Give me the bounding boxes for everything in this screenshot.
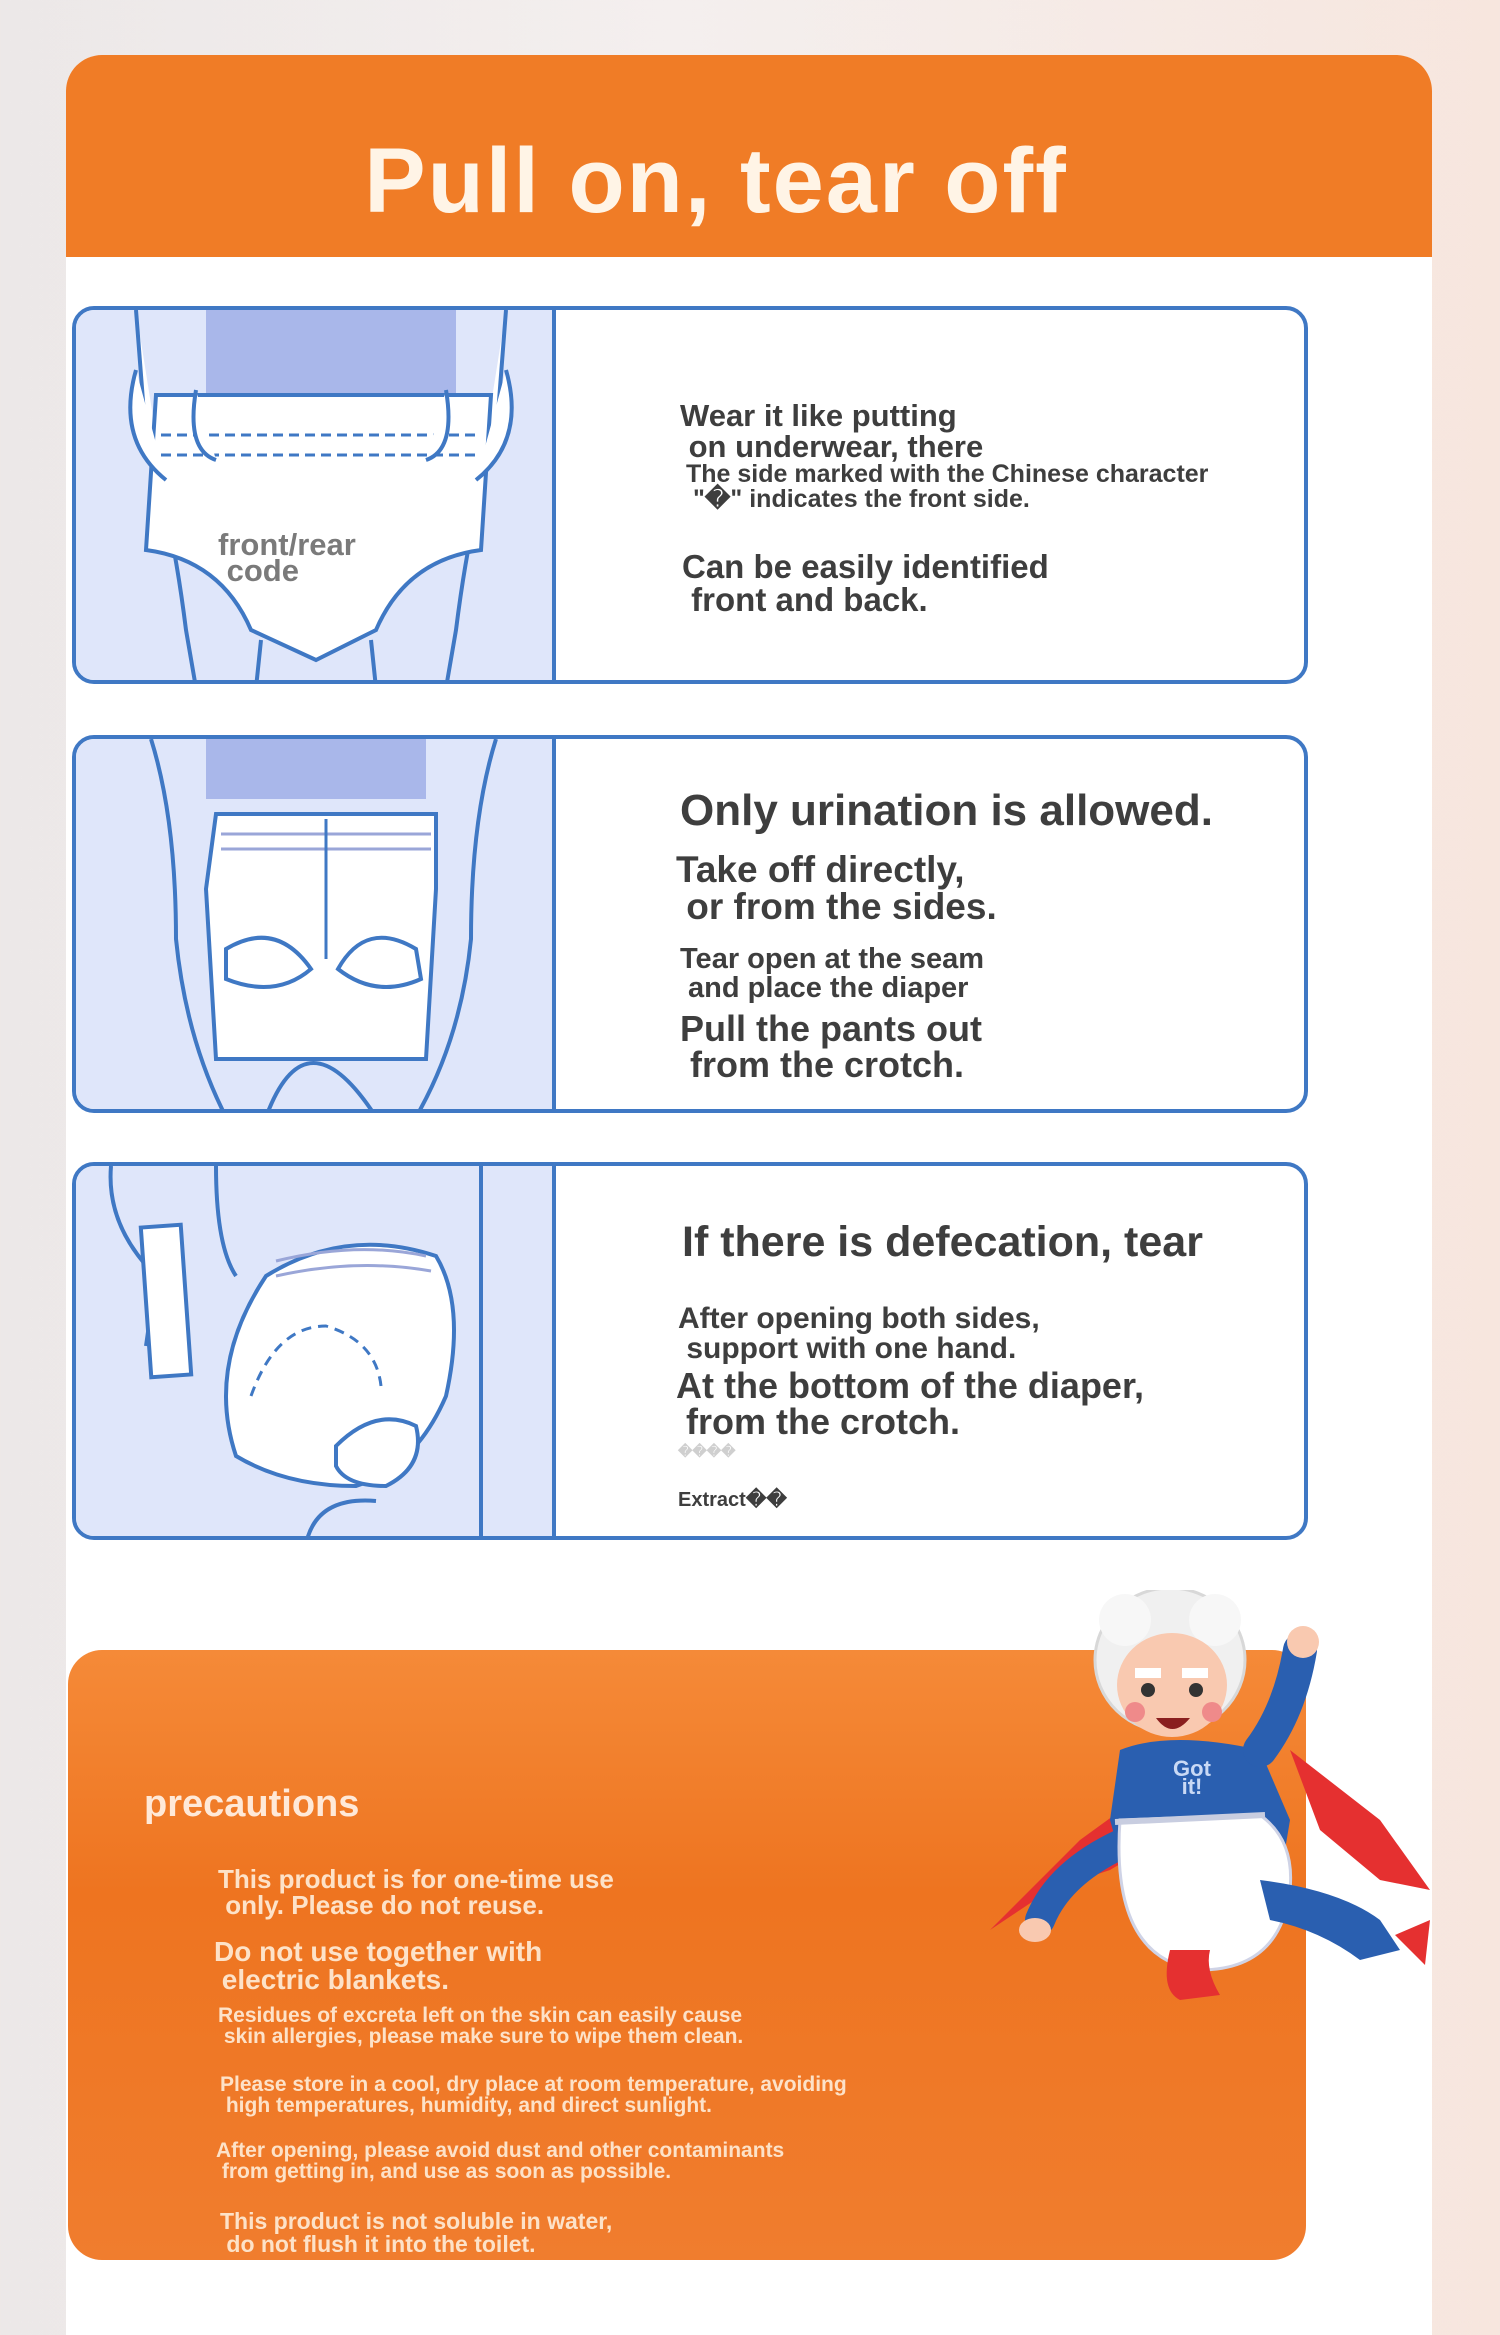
step-2-line-1: Only urination is allowed. <box>680 786 1213 835</box>
precaution-item: Residues of excreta left on the skin can easily cause skin allergies, please make sure to wipe them clean. <box>218 2004 744 2048</box>
step-2-line-3: Tear open at the seam and place the diaper <box>680 943 985 1004</box>
step-2-line-2: Take off directly, or from the sides. <box>676 849 997 927</box>
precaution-item: Do not use together with electric blankets. <box>214 1936 543 1995</box>
step-3-line-1: If there is defecation, tear <box>682 1218 1203 1266</box>
precaution-item: Please store in a cool, dry place at room temperature, avoiding high temperatures, humidity, and direct sunlight. <box>220 2073 847 2117</box>
step-3-line-4: ���� <box>678 1443 736 1459</box>
grandma-mascot-illustration <box>960 1590 1450 2015</box>
step-3-line-5: Extract�� <box>678 1489 787 1511</box>
precaution-item: This product is for one-time use only. Please do not reuse. <box>218 1864 614 1920</box>
precaution-item: This product is not soluble in water, do not flush it into the toilet. <box>220 2208 613 2257</box>
step-3-illustration <box>76 1166 556 1536</box>
precaution-item: After opening, please avoid dust and other contaminants from getting in, and use as soon as possible. <box>216 2139 785 2183</box>
step-3-panel <box>72 1162 1308 1540</box>
step-1-panel <box>72 306 1308 684</box>
step-2-panel <box>72 735 1308 1113</box>
step-2-line-4: Pull the pants out from the crotch. <box>680 1008 982 1085</box>
precautions-title: precautions <box>144 1783 360 1825</box>
header-banner <box>66 55 1432 257</box>
step-1-line-1: Wear it like putting on underwear, there <box>680 398 984 464</box>
step-3-line-2: After opening both sides, support with one hand. <box>678 1302 1040 1365</box>
step-1-illustration <box>76 310 556 680</box>
step-2-illustration <box>76 739 556 1109</box>
page-title: Pull on, tear off <box>364 130 1068 232</box>
step-1-line-2: The side marked with the Chinese character "�" indicates the front side. <box>686 460 1209 513</box>
step-3-line-3: At the bottom of the diaper, from the crotch. <box>676 1365 1144 1442</box>
step-1-line-3: Can be easily identified front and back. <box>682 548 1049 618</box>
mascot-shirt-text: Got it! <box>1173 1756 1211 1799</box>
front-rear-code-label: front/rear code <box>218 527 356 589</box>
